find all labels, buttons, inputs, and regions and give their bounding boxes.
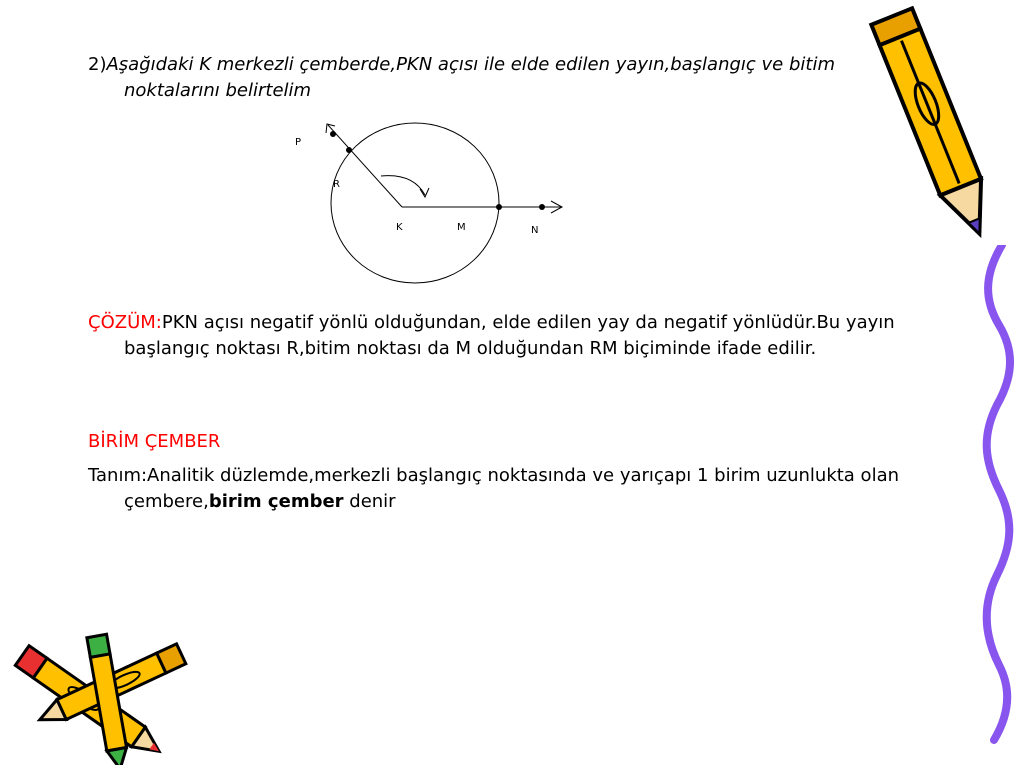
crossed-pencils-icon <box>0 620 205 765</box>
question-number: 2) <box>88 54 107 75</box>
pencil-icon <box>860 0 1020 245</box>
point-r <box>346 147 352 153</box>
label-m: M <box>457 222 466 233</box>
definition-bold-term: birim çember <box>208 491 344 512</box>
point-p <box>330 131 336 137</box>
circle-diagram <box>285 115 585 290</box>
circle <box>331 123 499 283</box>
question-text: Aşağıdaki K merkezli çemberde,PKN açısı ile elde edilen yayın,başlangıç ve bitim noktalarını belirtelim <box>106 54 835 101</box>
solution-paragraph <box>88 310 934 362</box>
label-r: R <box>333 179 340 190</box>
label-k: K <box>396 222 403 233</box>
point-m <box>496 204 502 210</box>
definition-paragraph <box>88 463 934 515</box>
definition-text-before: Tanım:Analitik düzlemde,merkezli başlangıç noktasında ve yarıçapı 1 birim uzunlukta olan çembere, <box>88 465 900 512</box>
definition-text-after: denir <box>343 491 396 512</box>
label-p: P <box>295 137 302 148</box>
label-n: N <box>531 225 539 236</box>
question-paragraph <box>88 52 924 104</box>
point-n <box>539 204 545 210</box>
solution-prefix: ÇÖZÜM: <box>88 312 162 333</box>
solution-text: PKN açısı negatif yönlü olduğundan, elde edilen yay da negatif yönlüdür.Bu yayın başlangıç noktası R,bitim noktası da M olduğundan RM biçiminde ifade edilir. <box>124 312 895 359</box>
wavy-border <box>964 245 1024 745</box>
section-heading: BİRİM ÇEMBER <box>88 431 221 452</box>
ray-kp <box>328 125 402 207</box>
angle-arc <box>381 176 425 195</box>
